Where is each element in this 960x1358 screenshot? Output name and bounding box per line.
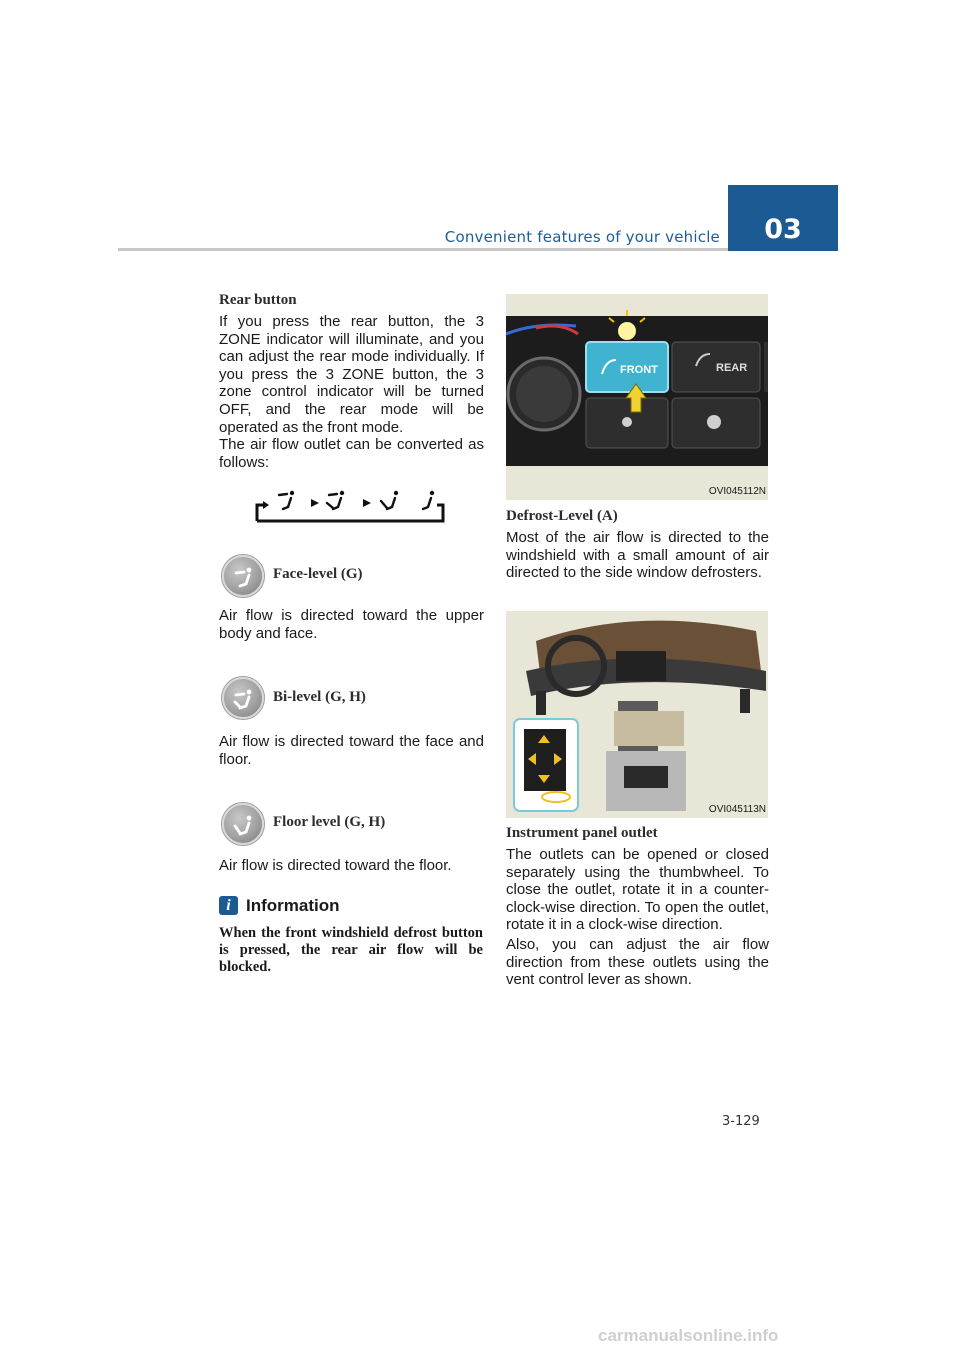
bi-level-icon bbox=[222, 677, 264, 719]
outlet-text-2: Also, you can adjust the air flow direction from these outlets using the vent control lever as shown. bbox=[506, 936, 769, 989]
information-text: When the front windshield defrost button is pressed, the rear air flow will be blocked. bbox=[219, 925, 483, 975]
floor-level-label: Floor level (G, H) bbox=[273, 814, 386, 830]
control-panel-figure bbox=[506, 294, 768, 500]
page-number: 3-129 bbox=[722, 1114, 760, 1129]
floor-level-text: Air flow is directed toward the floor. bbox=[219, 857, 452, 874]
airflow-cycle-diagram bbox=[255, 487, 448, 527]
rear-button-heading: Rear button bbox=[219, 292, 297, 308]
figure2-code: OVI045113N bbox=[708, 804, 766, 815]
defrost-text: Most of the air flow is directed to the windshield with a small amount of air directed to the side window defrosters. bbox=[506, 529, 769, 582]
information-icon: i bbox=[219, 896, 238, 915]
bi-level-label: Bi-level (G, H) bbox=[273, 689, 366, 705]
information-title: Information bbox=[246, 896, 340, 915]
section-title: Convenient features of your vehicle bbox=[444, 228, 720, 246]
bi-level-text: Air flow is directed toward the face and floor. bbox=[219, 733, 484, 768]
face-level-label: Face-level (G) bbox=[273, 566, 363, 582]
face-level-text: Air flow is directed toward the upper body and face. bbox=[219, 607, 484, 642]
outlet-text-1: The outlets can be opened or closed separately using the thumbwheel. To close the outlet, rotate it in a counter-clock-wise direction. To open the outlet, rotate it in a clock-wise direction. bbox=[506, 846, 769, 934]
outlet-heading: Instrument panel outlet bbox=[506, 825, 658, 841]
dashboard-outlet-figure bbox=[506, 611, 768, 818]
figure1-code: OVI045112N bbox=[708, 486, 766, 497]
floor-level-icon bbox=[222, 803, 264, 845]
front-button-label: FRONT bbox=[620, 364, 658, 376]
rear-button-label: REAR bbox=[716, 362, 748, 374]
defrost-heading: Defrost-Level (A) bbox=[506, 508, 618, 524]
convert-text: The air flow outlet can be converted as follows: bbox=[219, 436, 484, 471]
chapter-badge: 03 bbox=[728, 185, 838, 251]
rear-button-text: If you press the rear button, the 3 ZONE indicator will illuminate, and you can adjust the rear mode individually. If you press the 3 ZONE button, the 3 zone control indicator will be turned OFF, and the rear mode will be operated as the front mode. bbox=[219, 313, 484, 436]
face-level-icon bbox=[222, 555, 264, 597]
watermark: carmanualsonline.info bbox=[598, 1326, 779, 1345]
